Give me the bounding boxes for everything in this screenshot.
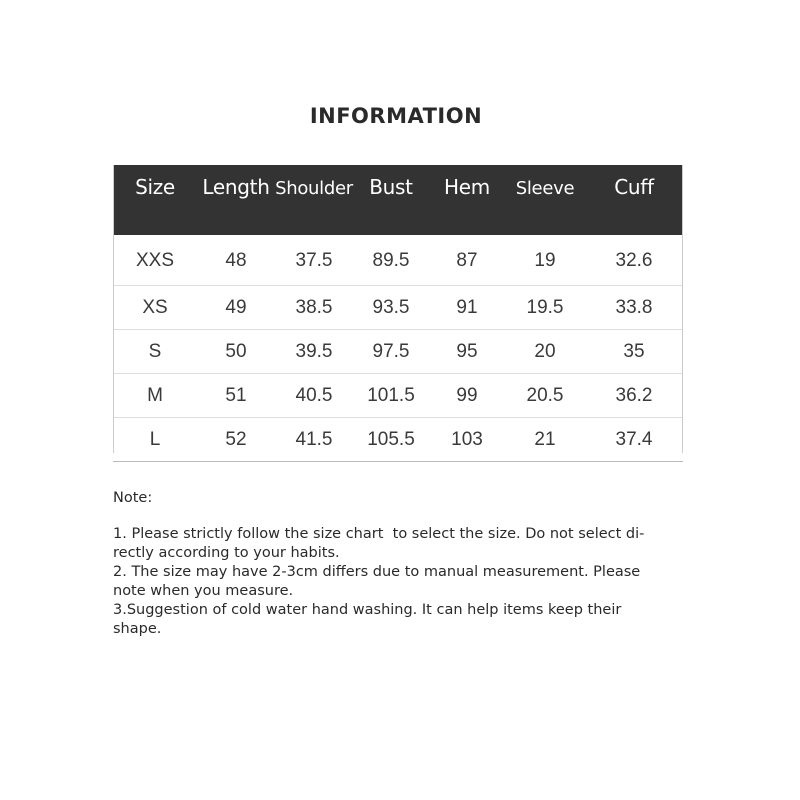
cell-sleeve: 19 [505, 235, 585, 286]
cell-bust: 97.5 [353, 330, 429, 374]
header-sleeve: Sleeve [515, 178, 575, 199]
note-line: 2. The size may have 2-3cm differs due to manual measurement. Please [113, 564, 641, 580]
cell-length: 50 [197, 330, 275, 374]
cell-cuff: 37.4 [585, 418, 683, 462]
cell-hem: 91 [429, 286, 505, 330]
cell-shoulder: 38.5 [275, 286, 353, 330]
table-header-row [113, 165, 683, 235]
note-line: rectly according to your habits. [113, 545, 340, 561]
table-row [113, 330, 683, 374]
table-row [113, 418, 683, 462]
cell-hem: 87 [429, 235, 505, 286]
cell-size: S [113, 330, 197, 374]
page-title: INFORMATION [309, 104, 483, 128]
cell-shoulder: 40.5 [275, 374, 353, 418]
cell-bust: 89.5 [353, 235, 429, 286]
header-shoulder: Shoulder [275, 178, 353, 199]
cell-shoulder: 37.5 [275, 235, 353, 286]
cell-cuff: 35 [585, 330, 683, 374]
cell-shoulder: 39.5 [275, 330, 353, 374]
header-bust: Bust [369, 175, 413, 199]
cell-length: 51 [197, 374, 275, 418]
cell-sleeve: 19.5 [505, 286, 585, 330]
cell-sleeve: 21 [505, 418, 585, 462]
note-line: note when you measure. [113, 583, 294, 599]
header-length: Length [202, 175, 270, 199]
cell-bust: 105.5 [353, 418, 429, 462]
table-row [113, 286, 683, 330]
note-line: shape. [113, 621, 162, 637]
cell-cuff: 33.8 [585, 286, 683, 330]
cell-hem: 99 [429, 374, 505, 418]
cell-size: XXS [113, 235, 197, 286]
cell-size: L [113, 418, 197, 462]
note-line: 3.Suggestion of cold water hand washing. It can help items keep their [113, 602, 622, 618]
size-chart-table [113, 165, 683, 462]
note-heading: Note: [113, 490, 153, 506]
cell-cuff: 36.2 [585, 374, 683, 418]
cell-sleeve: 20 [505, 330, 585, 374]
cell-size: M [113, 374, 197, 418]
cell-length: 48 [197, 235, 275, 286]
cell-length: 49 [197, 286, 275, 330]
cell-bust: 93.5 [353, 286, 429, 330]
cell-sleeve: 20.5 [505, 374, 585, 418]
cell-cuff: 32.6 [585, 235, 683, 286]
cell-hem: 95 [429, 330, 505, 374]
table-row [113, 235, 683, 286]
cell-bust: 101.5 [353, 374, 429, 418]
cell-hem: 103 [429, 418, 505, 462]
header-size: Size [135, 175, 175, 199]
header-hem: Hem [444, 175, 490, 199]
header-cuff: Cuff [614, 175, 654, 199]
table-row [113, 374, 683, 418]
cell-size: XS [113, 286, 197, 330]
cell-shoulder: 41.5 [275, 418, 353, 462]
note-section [113, 489, 693, 639]
note-line: 1. Please strictly follow the size chart to select the size. Do not select di- [113, 526, 645, 542]
cell-length: 52 [197, 418, 275, 462]
